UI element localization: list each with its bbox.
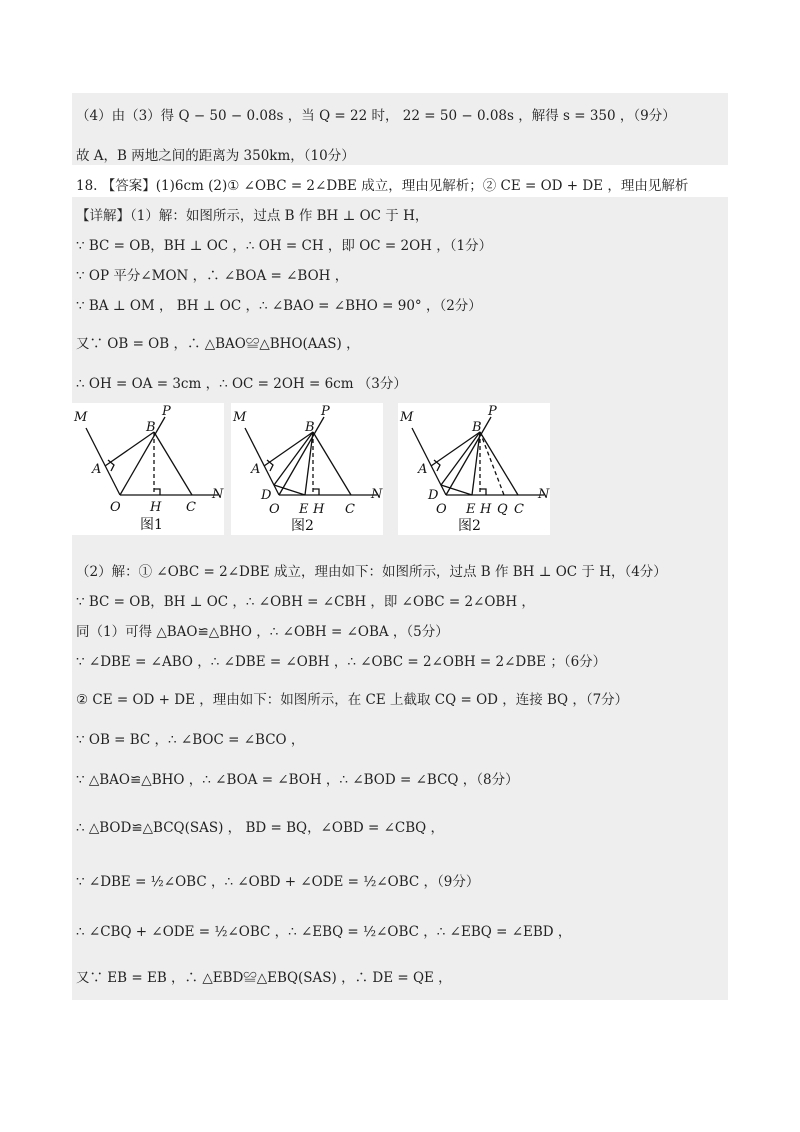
text-line: ∴ △BOD≌△BCQ(SAS) ， BD = BQ，∠OBD = ∠CBQ ， [76, 820, 445, 836]
figure-1-diagram [72, 403, 224, 535]
text-line: ∵ △BAO≌△BHO ，∴ ∠BOA = ∠BOH ，∴ ∠BOD = ∠BCQ ，（8分） [76, 772, 519, 788]
text-line: （2）解：① ∠OBC = 2∠DBE 成立，理由如下：如图所示，过点 B 作 BH ⊥ OC 于 H，（4分） [76, 564, 667, 580]
label-p: P [321, 404, 330, 419]
label-b: B [472, 420, 482, 435]
label-c: C [514, 502, 524, 517]
figure-caption: 图2 [291, 518, 314, 534]
label-p: P [162, 404, 171, 419]
figure-caption: 图1 [140, 517, 163, 533]
text-line: 故 A，B 两地之间的距离为 350km，（10分） [76, 148, 355, 164]
figure-3 [398, 403, 550, 535]
label-n: N [538, 487, 550, 502]
label-o: O [436, 502, 447, 517]
label-a: A [251, 462, 261, 477]
label-d: D [261, 488, 272, 503]
label-n: N [212, 487, 224, 502]
text-line: ∵ BC = OB，BH ⊥ OC ，∴ ∠OBH = ∠CBH ，即 ∠OBC = 2∠OBH ， [76, 594, 535, 610]
figure-caption: 图2 [458, 518, 481, 534]
label-e: E [466, 502, 476, 517]
text-line: ∵ BA ⊥ OM ， BH ⊥ OC ，∴ ∠BAO = ∠BHO = 90° ，（2分） [76, 298, 482, 314]
label-h: H [150, 500, 162, 515]
text-line: ∵ OB = BC ，∴ ∠BOC = ∠BCO ， [76, 732, 305, 748]
figure-1 [72, 403, 224, 535]
label-p: P [488, 404, 497, 419]
label-b: B [305, 420, 315, 435]
text-line: 又∵ OB = OB ，∴ △BAO≌△BHO(AAS) ， [76, 336, 360, 352]
label-m: M [400, 410, 414, 425]
text-line: ∴ OH = OA = 3cm ，∴ OC = 2OH = 6cm （3分） [76, 376, 407, 392]
label-c: C [186, 500, 196, 515]
text-line: 18. 【答案】(1)6cm (2)① ∠OBC = 2∠DBE 成立，理由见解析；② CE = OD + DE ，理由见解析 [76, 178, 689, 194]
label-h: H [313, 502, 325, 517]
text-line: ∴ ∠CBQ + ∠ODE = ½∠OBC ，∴ ∠EBQ = ½∠OBC ，∴ ∠EBQ = ∠EBD ， [76, 924, 572, 940]
label-a: A [418, 462, 428, 477]
label-n: N [371, 487, 383, 502]
text-line: 【详解】（1）解：如图所示，过点 B 作 BH ⊥ OC 于 H， [76, 208, 429, 224]
label-q: Q [497, 502, 508, 517]
text-line: ② CE = OD + DE ，理由如下：如图所示，在 CE 上截取 CQ = OD ，连接 BQ ，（7分） [76, 692, 629, 708]
figure-2 [231, 403, 383, 535]
text-line: （4）由（3）得 Q − 50 − 0.08s ，当 Q = 22 时， 22 = 50 − 0.08s ，解得 s = 350 ，（9分） [76, 108, 676, 124]
label-o: O [110, 500, 121, 515]
figure-3-diagram [398, 403, 550, 535]
text-line: ∵ BC = OB，BH ⊥ OC ，∴ OH = CH ，即 OC = 2OH ，（1分） [76, 238, 493, 254]
label-o: O [269, 502, 280, 517]
label-m: M [233, 410, 247, 425]
label-a: A [92, 462, 102, 477]
figure-2-diagram [231, 403, 383, 535]
label-e: E [299, 502, 309, 517]
label-h: H [480, 502, 492, 517]
text-line: ∵ OP 平分∠MON ，∴ ∠BOA = ∠BOH ， [76, 268, 349, 284]
label-b: B [146, 420, 156, 435]
label-m: M [74, 410, 88, 425]
text-line: ∵ ∠DBE = ∠ABO ，∴ ∠DBE = ∠OBH ，∴ ∠OBC = 2∠OBH = 2∠DBE ；（6分） [76, 654, 607, 670]
text-line: 又∵ EB = EB ，∴ △EBD≌△EBQ(SAS) ，∴ DE = QE ， [76, 970, 452, 986]
label-d: D [428, 488, 439, 503]
text-line: 同（1）可得 △BAO≌△BHO ，∴ ∠OBH = ∠OBA ，（5分） [76, 624, 449, 640]
label-c: C [345, 502, 355, 517]
text-line: ∵ ∠DBE = ½∠OBC ，∴ ∠OBD + ∠ODE = ½∠OBC ，（9分） [76, 874, 480, 890]
